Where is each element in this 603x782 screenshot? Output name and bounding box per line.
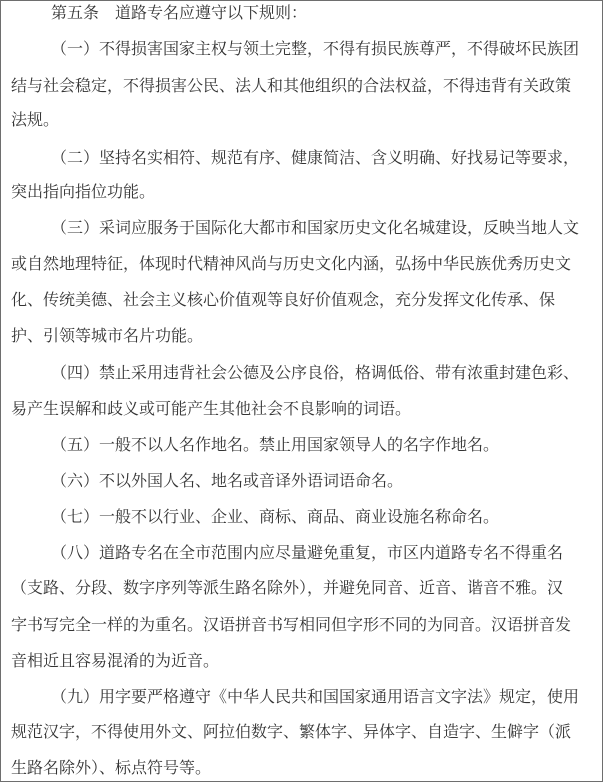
- article-heading: 第五条 道路专名应遵守以下规则：: [51, 3, 308, 22]
- paragraph-4-line-2: 易产生误解和歧义或可能产生其他社会不良影响的词语。: [11, 399, 412, 418]
- paragraph-1-line-3: 法规。: [11, 110, 60, 129]
- paragraph-6-line-1: （六）不以外国人名、地名或音译外语词语命名。: [51, 471, 404, 490]
- paragraph-8-line-3: 字书写完全一样的为重名。汉语拼音书写相同但字形不同的为同音。汉语拼音发: [11, 615, 572, 634]
- paragraph-9-line-3: 生路名除外）、标点符号等。: [11, 758, 212, 777]
- paragraph-3-line-1: （三）采词应服务于国际化大都市和国家历史文化名城建设，反映当地人文: [51, 218, 580, 237]
- paragraph-8-line-1: （八）道路专名在全市范围内应尽量避免重复，市区内道路专名不得重名: [51, 543, 564, 562]
- paragraph-2-line-2: 突出指向指位功能。: [11, 182, 156, 201]
- paragraph-8-line-2: （支路、分段、数字序列等派生路名除外），并避免同音、近音、谐音不雅。汉: [11, 578, 564, 597]
- paragraph-8-line-4: 音相近且容易混淆的为近音。: [11, 651, 220, 670]
- paragraph-7-line-1: （七）一般不以行业、企业、商标、商品、商业设施名称命名。: [51, 507, 500, 526]
- paragraph-1-line-2: 结与社会稳定，不得损害公民、法人和其他组织的合法权益，不得违背有关政策: [11, 76, 572, 95]
- paragraph-3-line-3: 化、传统美德、社会主义核心价值观等良好价值观念，充分发挥文化传承、保: [11, 290, 556, 309]
- paragraph-1-line-1: （一）不得损害国家主权与领土完整，不得有损民族尊严，不得破坏民族团: [51, 39, 580, 58]
- paragraph-2-line-1: （二）坚持名实相符、规范有序、健康简洁、含义明确、好找易记等要求，: [51, 148, 580, 167]
- paragraph-3-line-4: 护、引领等城市名片功能。: [11, 326, 204, 345]
- paragraph-9-line-2: 规范汉字，不得使用外文、阿拉伯数字、繁体字、异体字、自造字、生僻字（派: [11, 722, 572, 741]
- paragraph-5-line-1: （五）一般不以人名作地名。禁止用国家领导人的名字作地名。: [51, 435, 500, 454]
- paragraph-4-line-1: （四）禁止采用违背社会公德及公序良俗，格调低俗、带有浓重封建色彩、: [51, 363, 580, 382]
- paragraph-9-line-1: （九）用字要严格遵守《中华人民共和国国家通用语言文字法》规定，使用: [51, 687, 580, 706]
- paragraph-3-line-2: 或自然地理特征，体现时代精神风尚与历史文化内涵，弘扬中华民族优秀历史文: [11, 254, 572, 273]
